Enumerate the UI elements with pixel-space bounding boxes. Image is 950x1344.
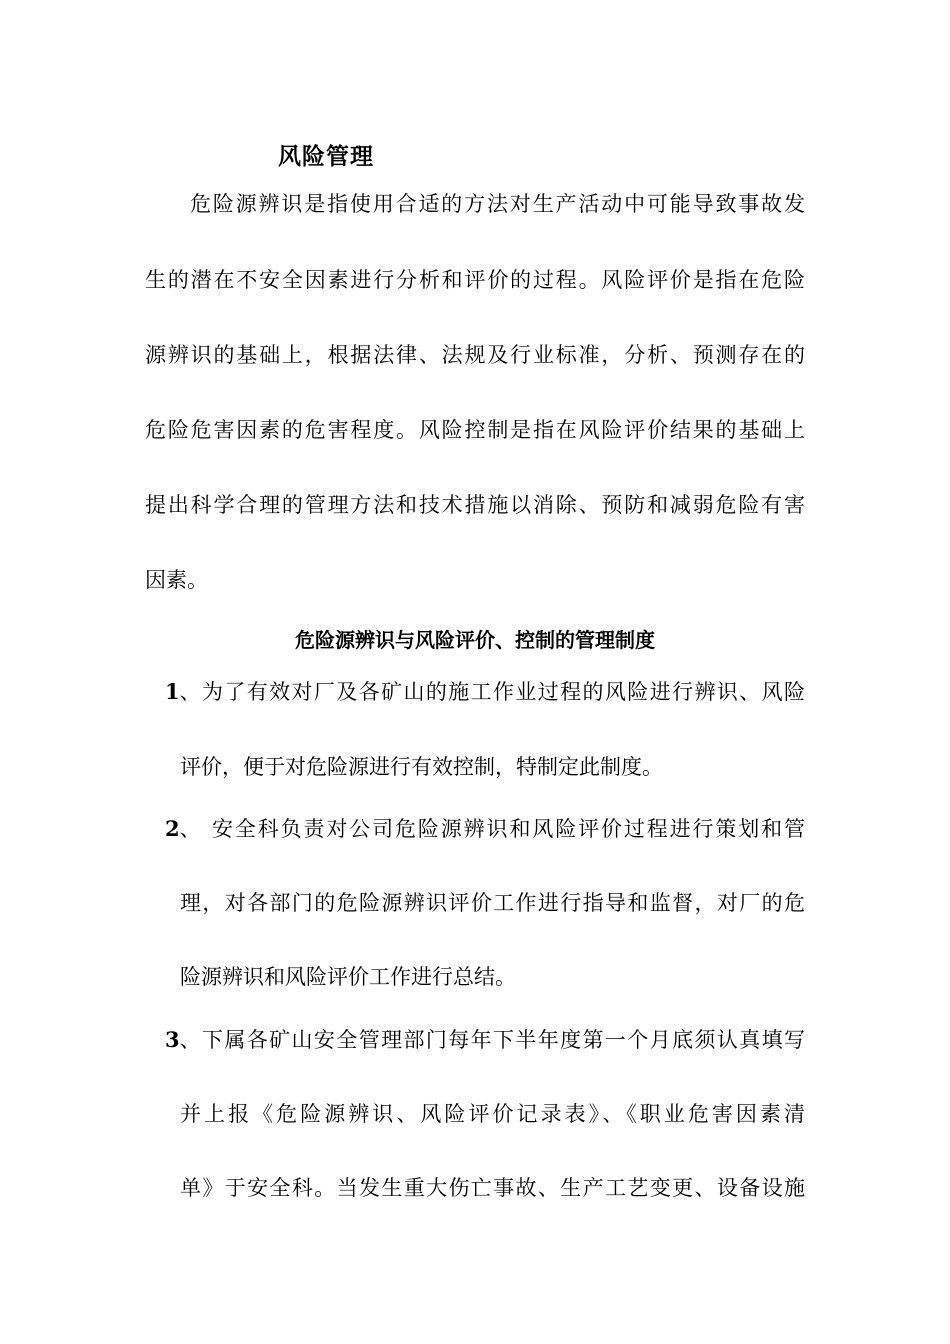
list-item-line: 为了有效对厂及各矿山的施工作业过程的风险进行辨识、风险 <box>202 680 805 704</box>
list-item-line: 理，对各部门的危险源辨识评价工作进行指导和监督，对厂的危 <box>180 891 805 915</box>
intro-line: 危险源辨识是指使用合适的方法对生产活动中可能导致事故发 <box>190 192 805 216</box>
list-item-line: 下属各矿山安全管理部门每年下半年度第一个月底须认真填写 <box>202 1028 805 1052</box>
intro-line: 提出科学合理的管理方法和技术措施以消除、预防和减弱危险有害 <box>145 493 805 517</box>
list-item-number: 2、 <box>165 816 201 841</box>
list-item-number: 1、 <box>165 679 201 704</box>
list-item-line: 安全科负责对公司危险源辨识和风险评价过程进行策划和管 <box>212 817 805 841</box>
list-item-line: 单》于安全科。当发生重大伤亡事故、生产工艺变更、设备设施 <box>180 1176 805 1200</box>
list-item-line: 并上报《危险源辨识、风险评价记录表》、《职业危害因素清 <box>180 1102 805 1126</box>
list-item-line: 评价，便于对危险源进行有效控制，特制定此制度。 <box>180 755 663 779</box>
document-title: 风险管理 <box>278 144 374 170</box>
section-subtitle: 危险源辨识与风险评价、控制的管理制度 <box>295 628 655 652</box>
intro-line: 危险危害因素的危害程度。风险控制是指在风险评价结果的基础上 <box>145 418 805 442</box>
intro-line: 因素。 <box>145 568 208 592</box>
intro-line: 生的潜在不安全因素进行分析和评价的过程。风险评价是指在危险 <box>145 268 805 292</box>
list-item-line: 险源辨识和风险评价工作进行总结。 <box>180 965 516 989</box>
list-item-number: 3、 <box>165 1027 201 1052</box>
intro-line: 源辨识的基础上，根据法律、法规及行业标准，分析、预测存在的 <box>145 343 805 367</box>
